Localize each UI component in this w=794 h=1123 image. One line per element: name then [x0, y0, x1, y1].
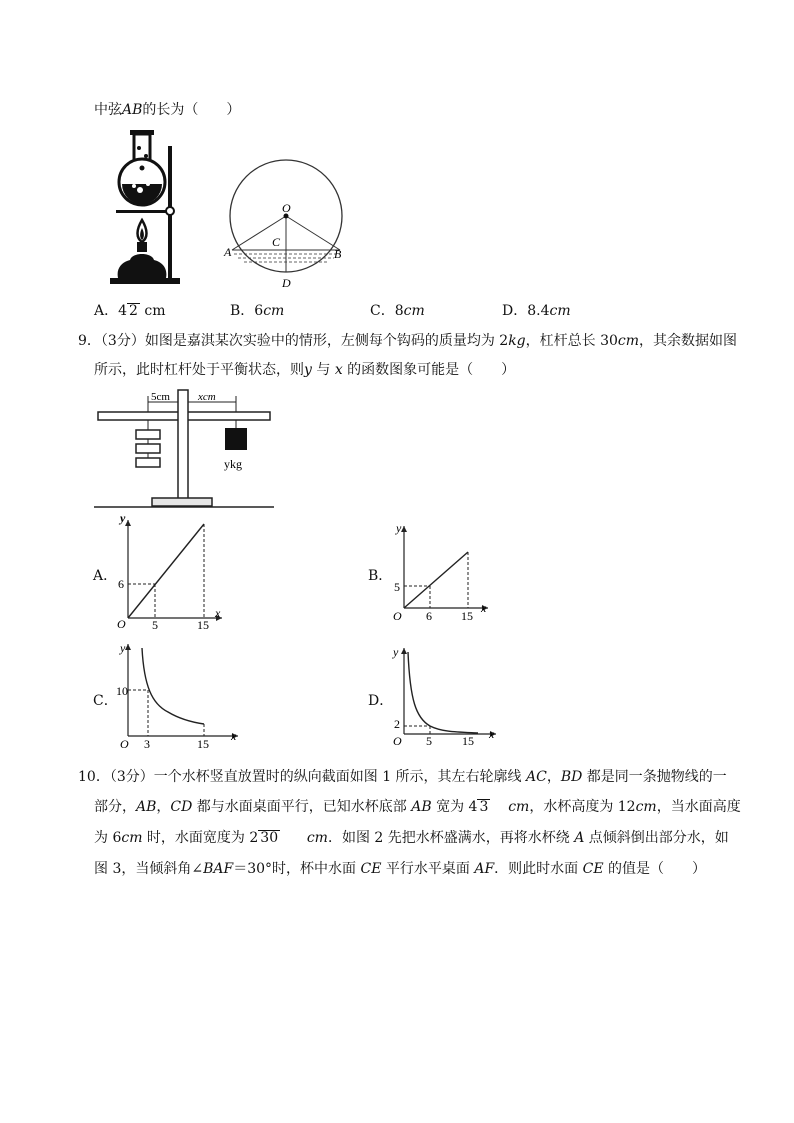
svg-text:2: 2 — [394, 717, 400, 731]
graph-b[interactable] — [390, 520, 494, 626]
svg-text:10: 10 — [116, 684, 128, 698]
svg-text:6: 6 — [426, 609, 432, 623]
weight-label: ykg — [224, 457, 242, 471]
q8-tail-var: AB — [122, 102, 143, 118]
q8-option-c[interactable]: C．8cm — [370, 303, 425, 319]
svg-text:5: 5 — [152, 618, 158, 630]
q9-option-d-letter[interactable]: D． — [368, 693, 394, 709]
q9-option-c-letter[interactable]: C． — [93, 693, 118, 709]
svg-text:15: 15 — [462, 734, 474, 748]
q9-number: 9． — [78, 333, 101, 349]
svg-text:5: 5 — [394, 580, 400, 594]
q10-stem-line1: 10．（3分）一个水杯竖直放置时的纵向截面如图 1 所示，其左右轮廓线 AC，BD 都是同一条抛物线的一 — [78, 769, 727, 785]
graph-d[interactable] — [390, 644, 502, 750]
circle-diagram — [222, 146, 350, 294]
svg-text:x: x — [481, 601, 487, 615]
svg-text:15: 15 — [197, 618, 209, 630]
q9-stem-line1: 9．（3分）如图是嘉淇某次实验中的情形，左侧每个钩码的质量均为 2kg，杠杆总长 30cm，其余数据如图 — [78, 333, 738, 349]
flask-burner-illustration — [110, 128, 192, 288]
svg-text:y: y — [120, 641, 126, 655]
q10-number: 10． — [78, 769, 110, 785]
label-d: D — [282, 276, 291, 290]
graph-c[interactable] — [114, 640, 244, 752]
q8-stem-tail — [94, 100, 240, 120]
q10-stem-line2: 部分，AB，CD 都与水面桌面平行，已知水杯底部 AB 宽为 4 3 cm，水杯高度为 12cm，当水面高度 — [94, 799, 741, 815]
lever-right-label: xcm — [198, 391, 216, 403]
svg-text:O: O — [393, 734, 402, 748]
lever-left-label: 5cm — [151, 391, 170, 403]
q8-option-d[interactable]: D．8.4cm — [502, 303, 571, 319]
q9-option-b-letter[interactable]: B． — [368, 568, 393, 584]
label-b: B — [334, 247, 342, 261]
q10-score: （3分） — [109, 769, 154, 785]
svg-text:O: O — [393, 609, 402, 623]
svg-text:y: y — [396, 521, 402, 535]
graph-a[interactable] — [114, 514, 226, 630]
svg-text:15: 15 — [461, 609, 473, 623]
svg-text:5: 5 — [426, 734, 432, 748]
svg-text:O: O — [120, 737, 129, 751]
svg-text:6: 6 — [118, 577, 124, 591]
svg-text:x: x — [215, 606, 221, 620]
q9-score: （3分） — [100, 333, 145, 349]
label-a: A — [224, 245, 232, 259]
q9-option-a-letter[interactable]: A． — [93, 568, 118, 584]
lever-diagram — [94, 388, 274, 510]
q8-option-a[interactable]: A．4 2 cm — [94, 303, 166, 319]
sqrt-radicand: 2 — [129, 303, 138, 319]
svg-text:x: x — [231, 729, 237, 743]
svg-text:O: O — [117, 617, 126, 630]
svg-text:y: y — [393, 645, 399, 659]
q8-tail-text: 中弦 — [94, 102, 122, 118]
q9-stem-line2: 所示，此时杠杆处于平衡状态，则y 与 x 的函数图象可能是（ ） — [94, 362, 516, 378]
svg-text:y: y — [120, 514, 126, 525]
label-c: C — [272, 235, 281, 249]
q10-stem-line3: 为 6cm 时，水面宽度为 2 30 cm．如图 2 先把水杯盛满水，再将水杯绕 A 点倾斜倒出部分水，如 — [94, 830, 729, 846]
q10-stem-line4: 图 3，当倾斜角∠BAF＝30°时，杯中水面 CE 平行水平桌面 AF．则此时水面 CE 的值是（ ） — [94, 861, 706, 877]
q8-option-b[interactable]: B．6cm — [230, 303, 285, 319]
q8-tail-end: 的长为（ ） — [142, 102, 241, 118]
label-o: O — [282, 201, 291, 215]
svg-text:15: 15 — [197, 737, 209, 751]
svg-text:3: 3 — [144, 737, 150, 751]
svg-text:x: x — [489, 727, 495, 741]
